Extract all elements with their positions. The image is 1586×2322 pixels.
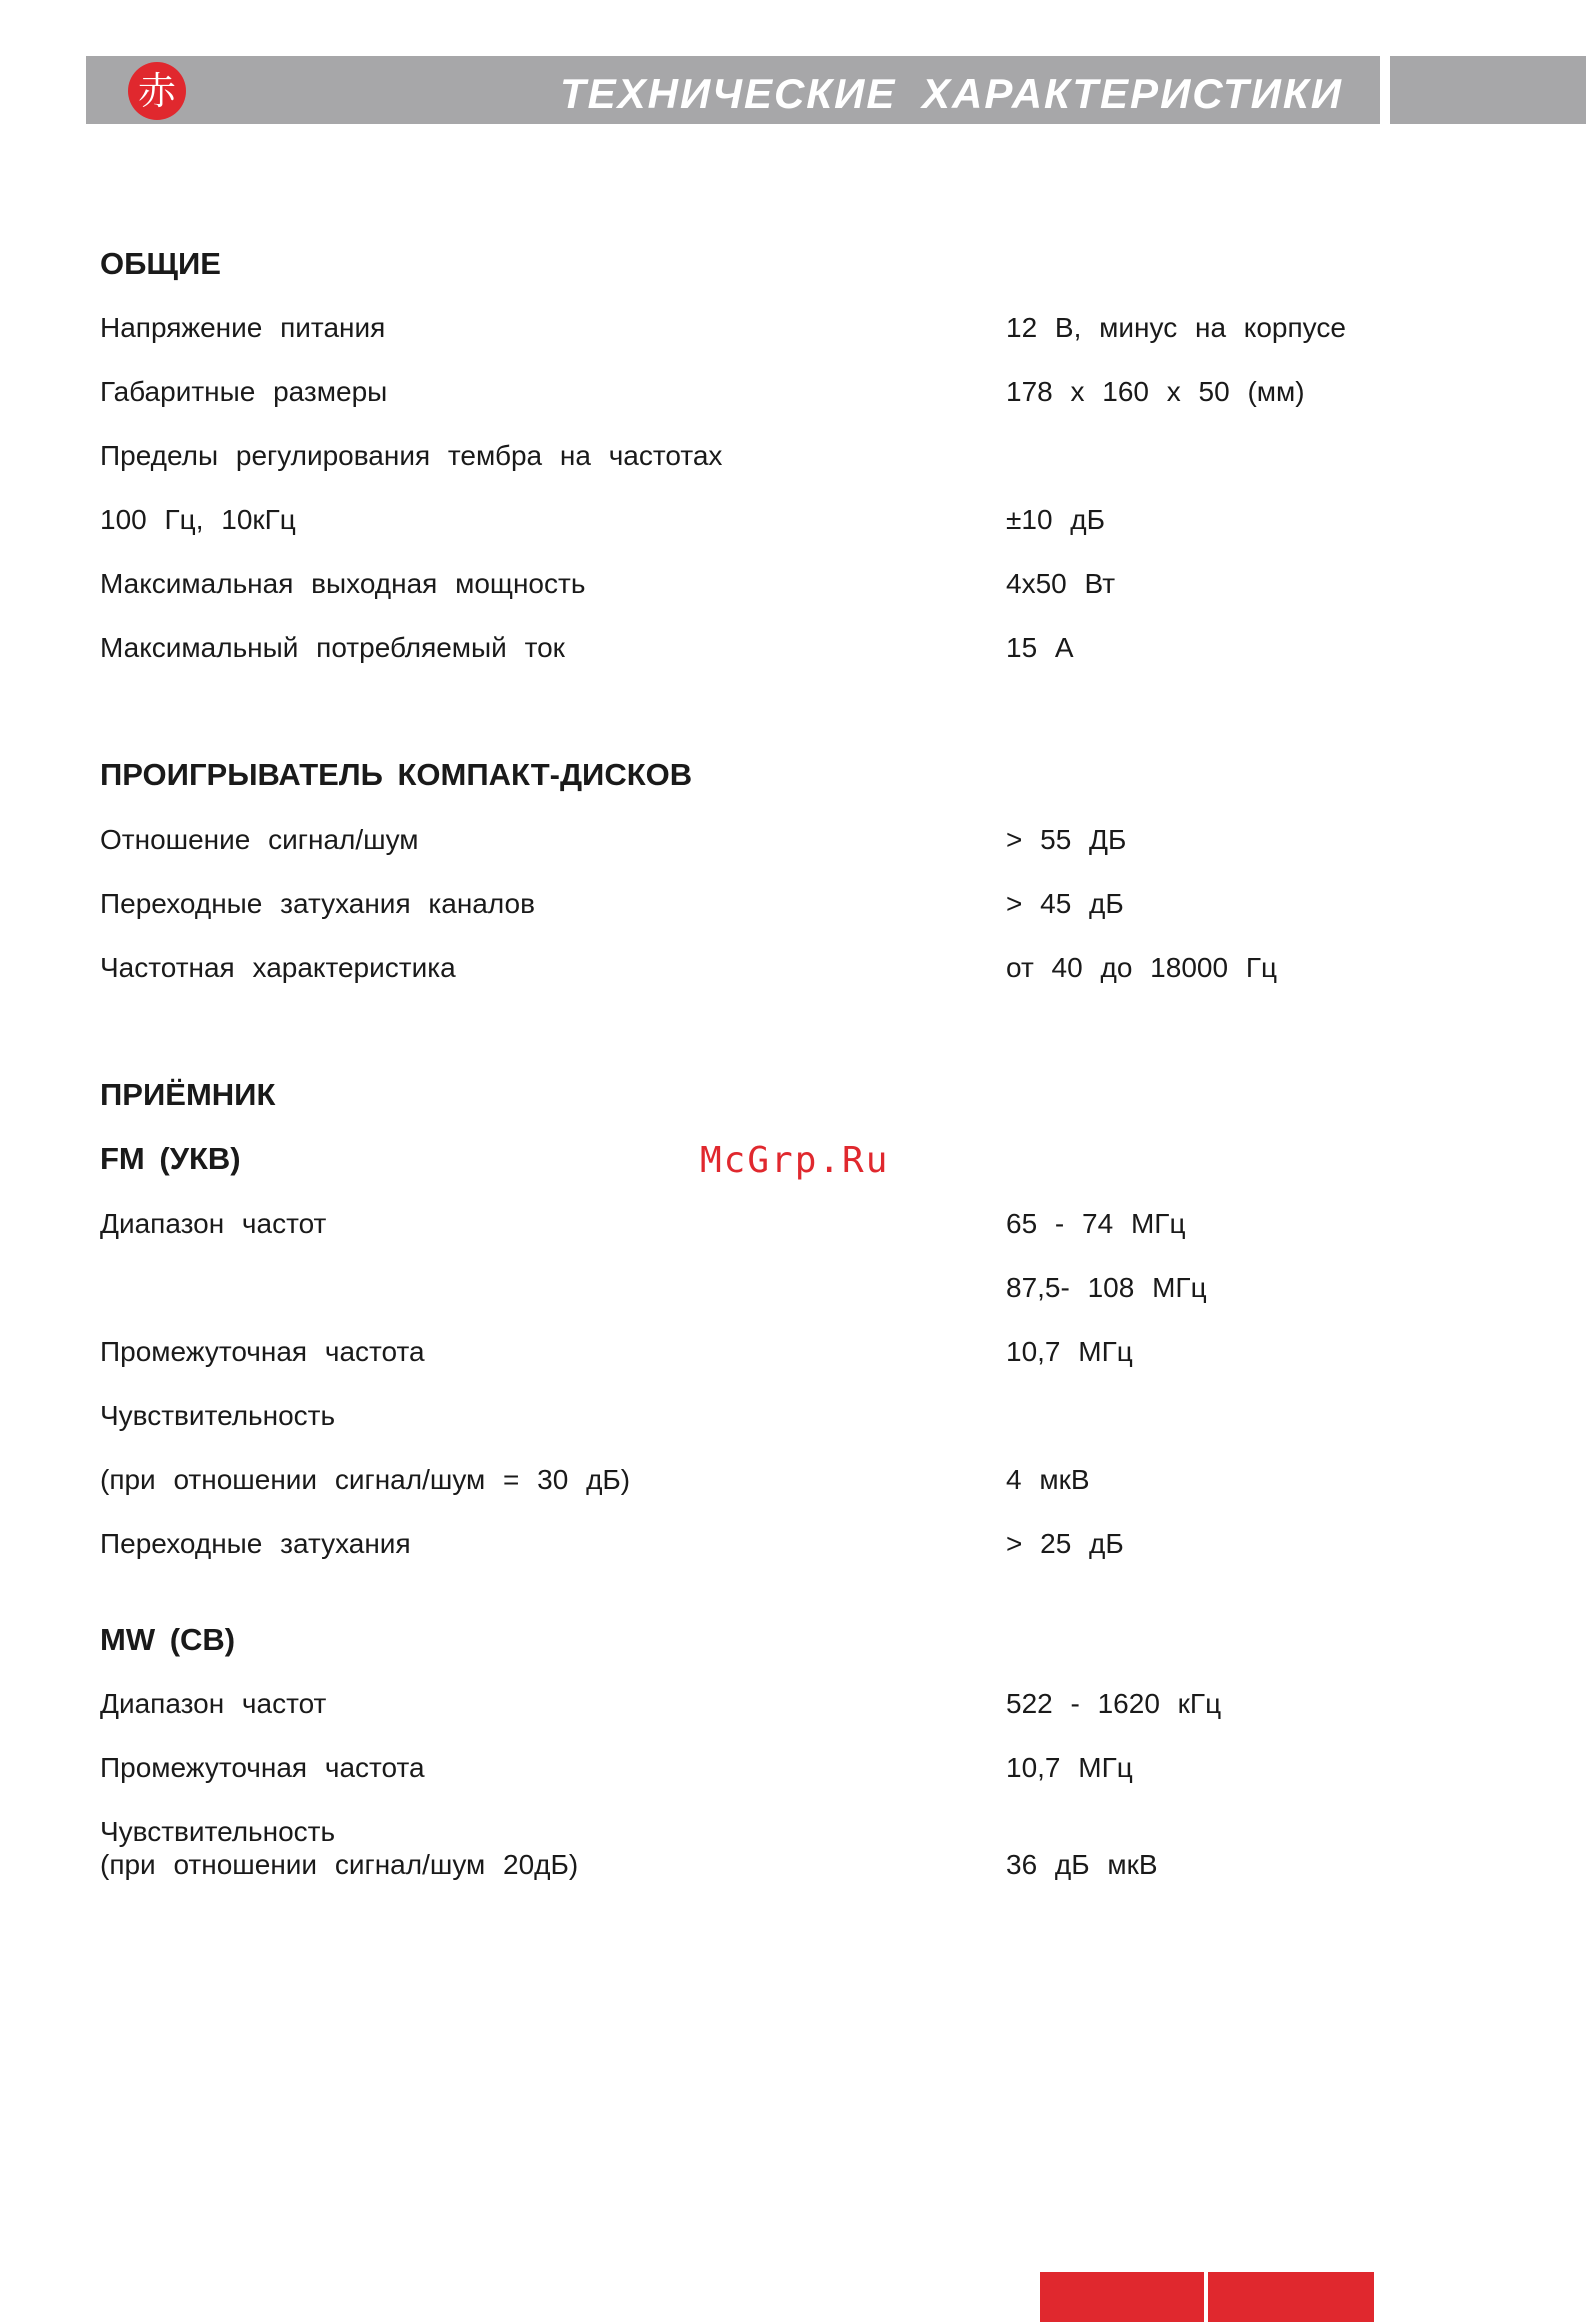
spec-label: 100 Гц, 10кГц (100, 504, 296, 535)
watermark: McGrp.Ru (700, 1140, 890, 1181)
spec-value: 10,7 МГц (1006, 1752, 1133, 1783)
spec-label: Диапазон частот (100, 1688, 327, 1719)
spec-label: Диапазон частот (100, 1208, 327, 1239)
spec-value: > 55 ДБ (1006, 824, 1127, 855)
spec-label: Чувствительность (100, 1400, 336, 1431)
spec-label: (при отношении сигнал/шум 20дБ) (100, 1849, 579, 1880)
spec-value: ±10 дБ (1006, 504, 1106, 535)
spec-value: 36 дБ мкВ (1006, 1849, 1158, 1880)
spec-value: 65 - 74 МГц (1006, 1208, 1186, 1239)
section-title-general: ОБЩИЕ (100, 246, 221, 281)
page-title: ТЕХНИЧЕСКИЕ ХАРАКТЕРИСТИКИ (560, 70, 1343, 117)
footer-accent-block (1208, 2272, 1374, 2322)
spec-label: Переходные затухания каналов (100, 888, 535, 919)
section-title-cd: ПРОИГРЫВАТЕЛЬ КОМПАКТ-ДИСКОВ (100, 757, 693, 792)
spec-label: Чувствительность (100, 1816, 336, 1847)
spec-label: Промежуточная частота (100, 1752, 425, 1783)
spec-label: Промежуточная частота (100, 1336, 425, 1367)
header-bar-right (1390, 56, 1586, 124)
spec-label: Отношение сигнал/шум (100, 824, 419, 855)
spec-label: (при отношении сигнал/шум = 30 дБ) (100, 1464, 631, 1495)
spec-value: > 45 дБ (1006, 888, 1124, 919)
spec-label: Частотная характеристика (100, 952, 456, 983)
spec-value: 87,5- 108 МГц (1006, 1272, 1207, 1303)
brand-logo-icon (128, 62, 186, 120)
subsection-title-fm: FM (УКВ) (100, 1141, 241, 1176)
spec-label: Максимальная выходная мощность (100, 568, 586, 599)
spec-label: Максимальный потребляемый ток (100, 632, 565, 663)
spec-value: 522 - 1620 кГц (1006, 1688, 1222, 1719)
spec-label: Напряжение питания (100, 312, 386, 343)
spec-value: 178 x 160 x 50 (мм) (1006, 376, 1305, 407)
logo-glyph: 赤 (137, 69, 176, 113)
spec-value: 12 В, минус на корпусе (1006, 312, 1346, 343)
subsection-title-mw: MW (СВ) (100, 1622, 236, 1657)
footer-accent-block (1040, 2272, 1204, 2322)
spec-label: Пределы регулирования тембра на частотах (100, 440, 723, 471)
spec-value: 10,7 МГц (1006, 1336, 1133, 1367)
spec-value: 4x50 Вт (1006, 568, 1116, 599)
spec-value: > 25 дБ (1006, 1528, 1124, 1559)
spec-value: 4 мкВ (1006, 1464, 1090, 1495)
spec-label: Габаритные размеры (100, 376, 388, 407)
spec-label: Переходные затухания (100, 1528, 411, 1559)
section-title-receiver: ПРИЁМНИК (100, 1077, 276, 1112)
spec-value: 15 А (1006, 632, 1074, 663)
spec-value: от 40 до 18000 Гц (1006, 952, 1278, 983)
